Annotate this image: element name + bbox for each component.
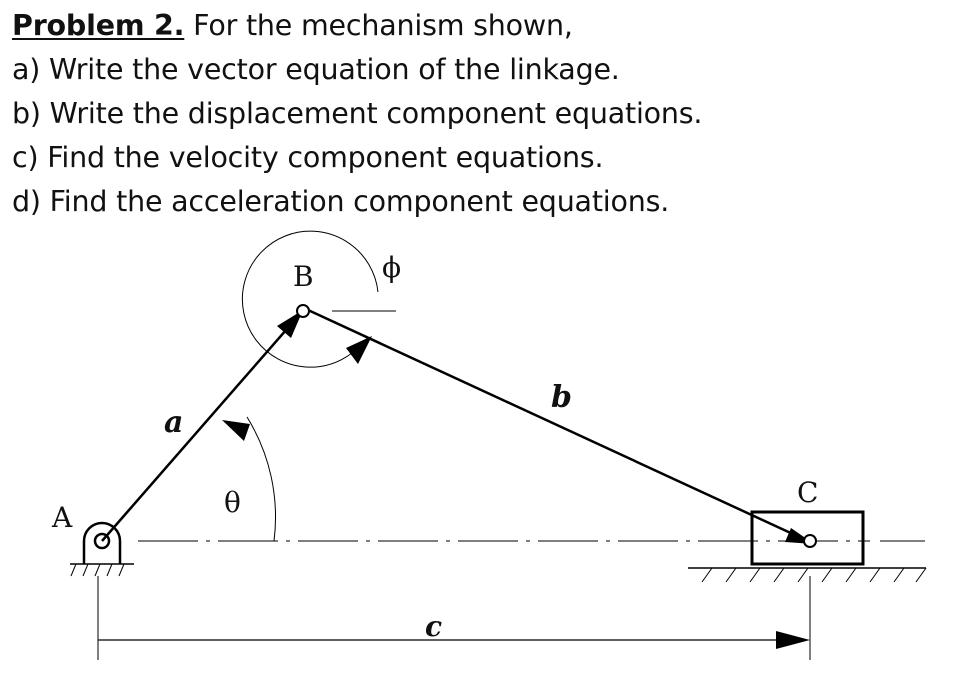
label-angle-phi: ϕ bbox=[382, 251, 402, 284]
label-distance-c: c bbox=[425, 610, 443, 643]
theta-angle-arrow bbox=[222, 420, 250, 441]
problem-part-a: a) Write the vector equation of the linkage. bbox=[12, 53, 620, 86]
label-point-c: C bbox=[797, 476, 819, 509]
theta-angle-arc bbox=[247, 417, 276, 541]
problem-intro: For the mechanism shown, bbox=[184, 9, 573, 42]
ground-pin-support-a bbox=[70, 523, 134, 576]
phi-angle-arrow bbox=[346, 336, 372, 364]
link-a bbox=[102, 314, 300, 541]
label-point-b: B bbox=[293, 260, 314, 293]
label-link-b: b bbox=[551, 380, 572, 415]
pin-joint-b bbox=[297, 305, 309, 317]
dimension-arrow-c bbox=[776, 631, 810, 649]
pin-joint-c bbox=[804, 535, 816, 547]
problem-part-b: b) Write the displacement component equations. bbox=[12, 97, 703, 130]
problem-part-c: c) Find the velocity component equations. bbox=[12, 141, 604, 174]
label-angle-theta: θ bbox=[224, 486, 241, 519]
problem-part-d: d) Find the acceleration component equations. bbox=[12, 185, 670, 218]
label-point-a: A bbox=[52, 501, 73, 534]
slider-ground bbox=[688, 568, 926, 582]
label-link-a: a bbox=[164, 405, 184, 440]
link-b bbox=[308, 310, 808, 541]
problem-heading: Problem 2. bbox=[12, 9, 185, 42]
